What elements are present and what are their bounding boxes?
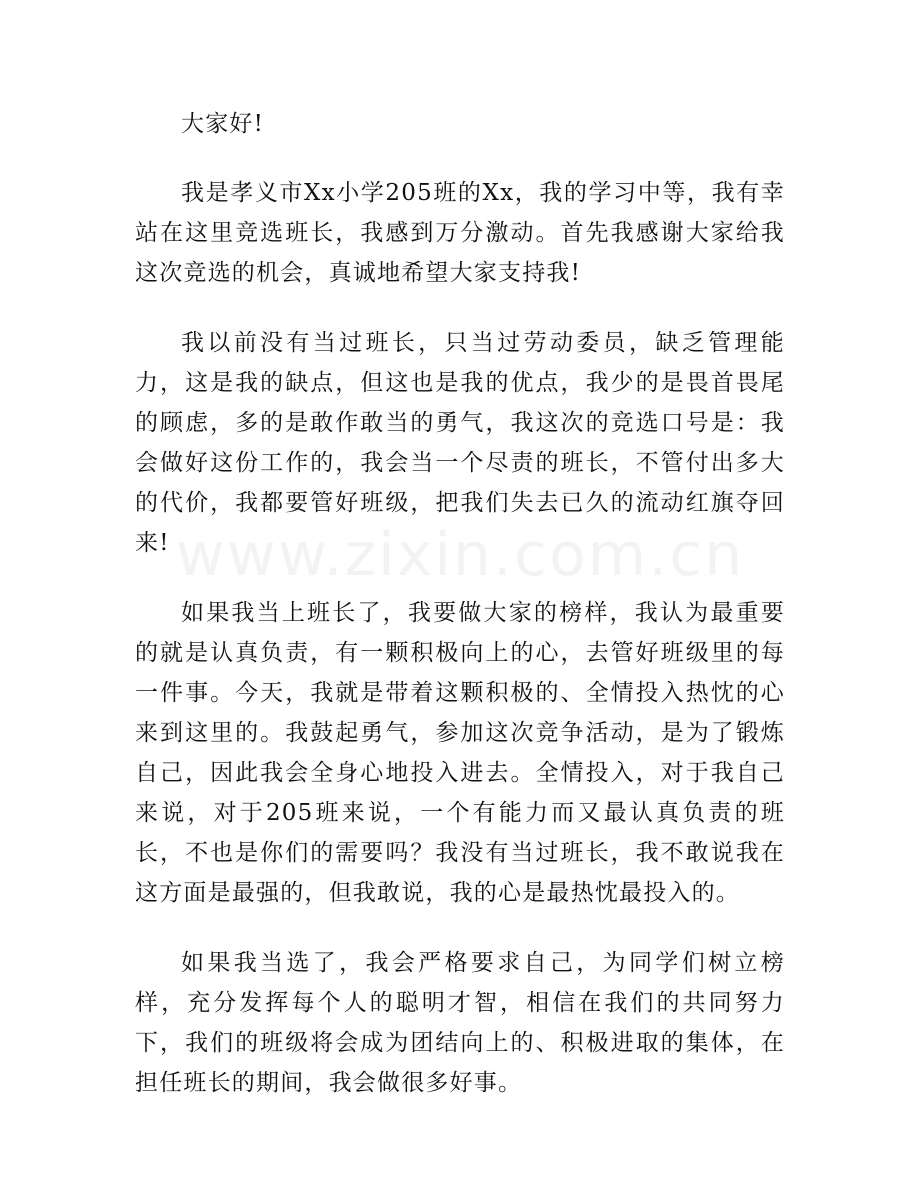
paragraph-2: 我以前没有当过班长，只当过劳动委员，缺乏管理能力，这是我的缺点，但这也是我的优点，我少的是畏首畏尾的顾虑，多的是敢作敢当的勇气，我这次的竞选口号是：我会做好这份工作的，我会当一个尽责的班长，不管付出多大的代价，我都要管好班级，把我们失去已久的流动红旗夺回来! bbox=[135, 330, 785, 556]
document-body bbox=[135, 104, 785, 1133]
paragraph-1: 我是孝义市Xx小学205班的Xx，我的学习中等，我有幸站在这里竞选班长，我感到万分激动。首先我感谢大家给我这次竞选的机会，真诚地希望大家支持我! bbox=[135, 180, 785, 286]
greeting: 大家好! bbox=[181, 111, 265, 137]
paragraph-4: 如果我当选了，我会严格要求自己，为同学们树立榜样，充分发挥每个人的聪明才智，相信在我们的共同努力下，我们的班级将会成为团结向上的、积极进取的集体，在担任班长的期间，我会做很多好事。 bbox=[135, 950, 785, 1096]
watermark: www.zixin.com.cn bbox=[175, 520, 745, 590]
paragraph-3: 如果我当上班长了，我要做大家的榜样，我认为最重要的就是认真负责，有一颗积极向上的心，去管好班级里的每一件事。今天，我就是带着这颗积极的、全情投入热忱的心来到这里的。我鼓起勇气，参加这次竞争活动，是为了锻炼自己，因此我会全身心地投入进去。全情投入，对于我自己来说，对于205班来说，一个有能力而又最认真负责的班长，不也是你们的需要吗？我没有当过班长，我不敢说我在这方面是最强的，但我敢说，我的心是最热忱最投入的。 bbox=[135, 600, 785, 906]
